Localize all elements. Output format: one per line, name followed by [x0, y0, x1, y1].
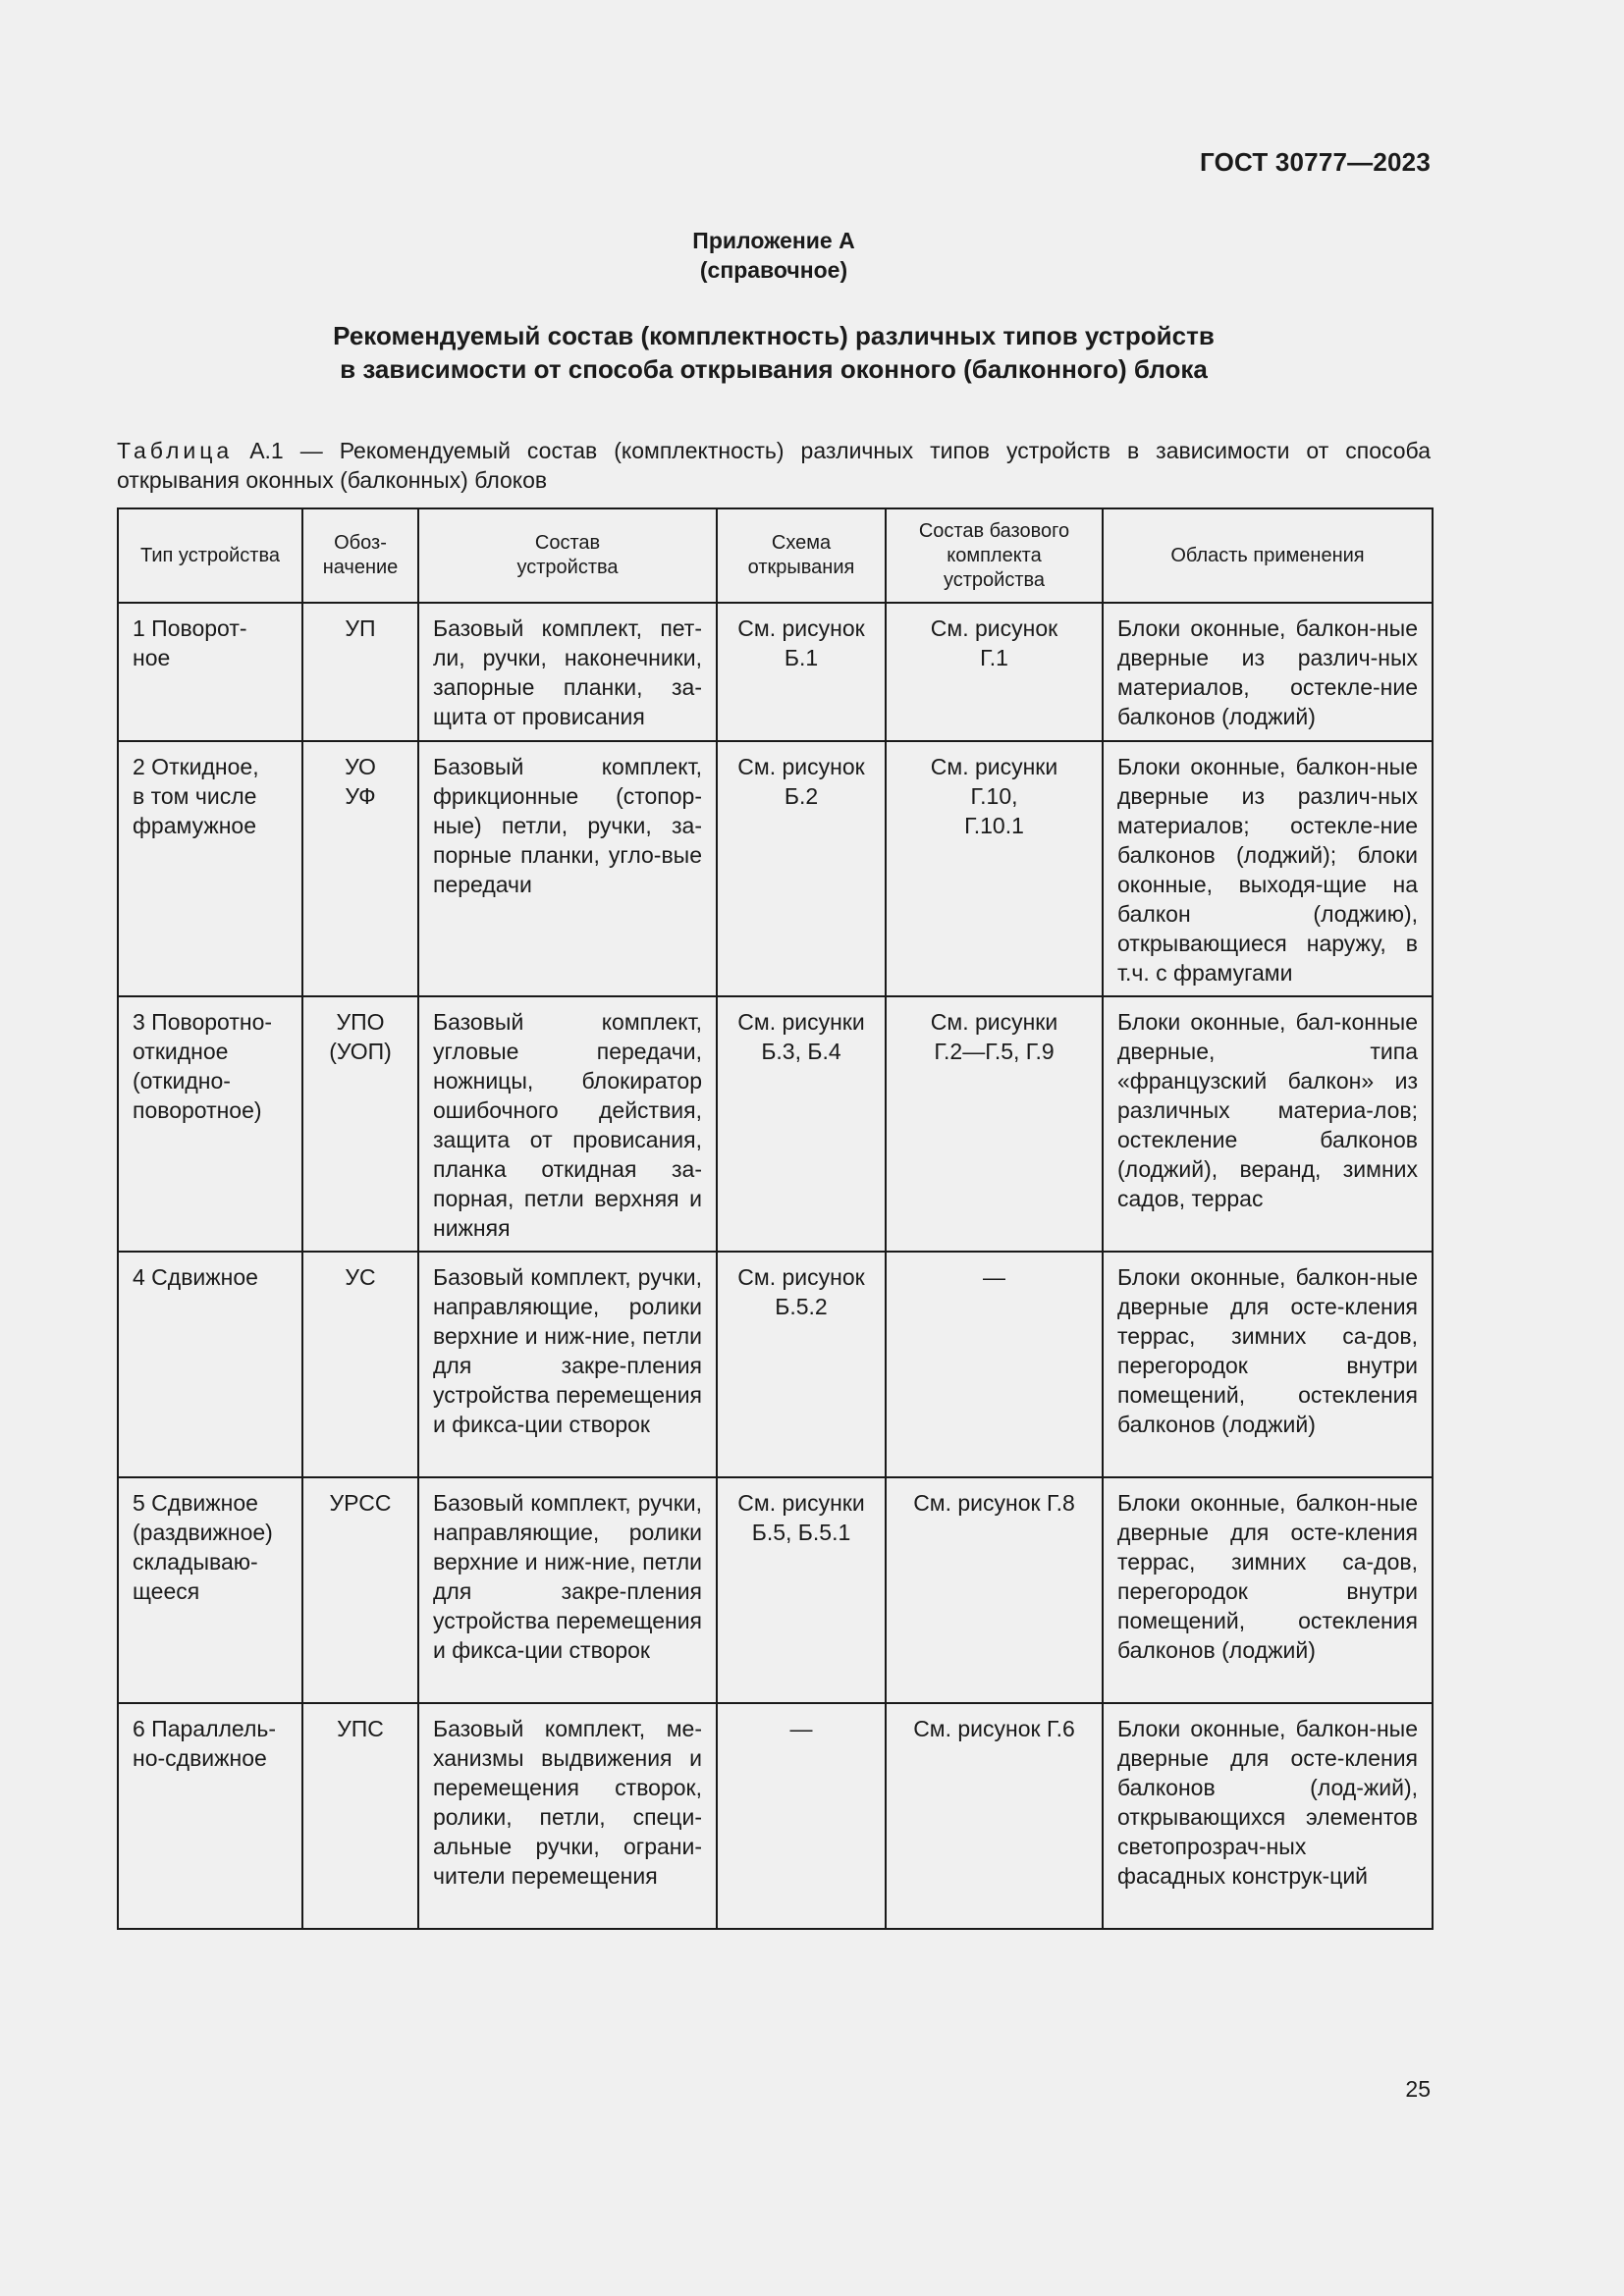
- cell-base-kit: См. рисунок Г.8: [886, 1477, 1103, 1703]
- document-code: ГОСТ 30777—2023: [1200, 147, 1431, 177]
- cell-composition: Базовый комплект, пет-ли, ручки, наконечники, запорные планки, за-щита от провисания: [418, 603, 717, 741]
- device-composition-table: [117, 507, 1434, 1930]
- cell-device-type: 4 Сдвижное: [118, 1252, 302, 1477]
- cell-application-area: Блоки оконные, балкон-ные дверные из различ-ных материалов, остекле-ние балконов (лоджий): [1103, 603, 1433, 741]
- cell-base-kit: См. рисунки Г.10, Г.10.1: [886, 741, 1103, 996]
- cell-opening-scheme: См. рисунок Б.2: [717, 741, 886, 996]
- cell-base-kit: См. рисунки Г.2—Г.5, Г.9: [886, 996, 1103, 1252]
- appendix-title-block: [0, 226, 1547, 285]
- cell-application-area: Блоки оконные, балкон-ные дверные для осте-кления террас, зимних са-дов, перегородок внутри помещений, остекления балконов (лоджий): [1103, 1252, 1433, 1477]
- header-opening-scheme: Схема открывания: [717, 508, 886, 603]
- cell-opening-scheme: См. рисунок Б.1: [717, 603, 886, 741]
- table-row: [118, 603, 1433, 741]
- cell-opening-scheme: См. рисунки Б.3, Б.4: [717, 996, 886, 1252]
- cell-composition: Базовый комплект, угловые передачи, ножницы, блокиратор ошибочного действия, защита от провисания, планка откидная за-порная, петли верхняя и нижняя: [418, 996, 717, 1252]
- cell-device-type: 5 Сдвижное (раздвижное) складываю- щееся: [118, 1477, 302, 1703]
- cell-application-area: Блоки оконные, балкон-ные дверные из различ-ных материалов; остекле-ние балконов (лоджий); блоки оконные, выходя-щие на балкон (лоджию), открывающиеся наружу, в т.ч. с фрамугами: [1103, 741, 1433, 996]
- cell-designation: УПС: [302, 1703, 418, 1929]
- cell-opening-scheme: —: [717, 1703, 886, 1929]
- cell-composition: Базовый комплект, ме-ханизмы выдвижения и перемещения створок, ролики, петли, специ-альные ручки, ограни-чители перемещения: [418, 1703, 717, 1929]
- table-row: [118, 1477, 1433, 1703]
- appendix-subtitle: (справочное): [699, 257, 848, 283]
- heading-line-2: в зависимости от способа открывания оконного (балконного) блока: [340, 354, 1208, 384]
- table-header-row: [118, 508, 1433, 603]
- cell-designation: УРСС: [302, 1477, 418, 1703]
- cell-application-area: Блоки оконные, бал-конные дверные, типа «французский балкон» из различных материа-лов; остекление балконов (лоджий), веранд, зимних садов, террас: [1103, 996, 1433, 1252]
- cell-composition: Базовый комплект, ручки, направляющие, ролики верхние и ниж-ние, петли для закре-пления устройства перемещения и фикса-ции створок: [418, 1252, 717, 1477]
- cell-base-kit: См. рисунок Г.1: [886, 603, 1103, 741]
- table-caption-prefix: Таблица: [117, 438, 234, 463]
- cell-designation: УС: [302, 1252, 418, 1477]
- cell-designation: УПО (УОП): [302, 996, 418, 1252]
- cell-application-area: Блоки оконные, балкон-ные дверные для осте-кления террас, зимних са-дов, перегородок внутри помещений, остекления балконов (лоджий): [1103, 1477, 1433, 1703]
- section-heading: [0, 319, 1547, 386]
- cell-composition: Базовый комплект, фрикционные (стопор-ные) петли, ручки, за-порные планки, угло-вые передачи: [418, 741, 717, 996]
- cell-device-type: 1 Поворот- ное: [118, 603, 302, 741]
- header-designation: Обоз- начение: [302, 508, 418, 603]
- heading-line-1: Рекомендуемый состав (комплектность) различных типов устройств: [333, 321, 1215, 350]
- cell-composition: Базовый комплект, ручки, направляющие, ролики верхние и ниж-ние, петли для закре-пления устройства перемещения и фикса-ции створок: [418, 1477, 717, 1703]
- table-row: [118, 1252, 1433, 1477]
- cell-opening-scheme: См. рисунки Б.5, Б.5.1: [717, 1477, 886, 1703]
- cell-base-kit: —: [886, 1252, 1103, 1477]
- table-caption: [117, 436, 1431, 495]
- cell-designation: УО УФ: [302, 741, 418, 996]
- cell-device-type: 2 Откидное, в том числе фрамужное: [118, 741, 302, 996]
- header-device-type: Тип устройства: [118, 508, 302, 603]
- table-caption-text: А.1 — Рекомендуемый состав (комплектность) различных типов устройств в зависимости от способа открывания оконных (балконных) блоков: [117, 438, 1431, 493]
- page-number: 25: [1405, 2076, 1431, 2102]
- cell-base-kit: См. рисунок Г.6: [886, 1703, 1103, 1929]
- table-row: [118, 1703, 1433, 1929]
- cell-device-type: 6 Параллель- но-сдвижное: [118, 1703, 302, 1929]
- cell-opening-scheme: См. рисунок Б.5.2: [717, 1252, 886, 1477]
- header-application-area: Область применения: [1103, 508, 1433, 603]
- cell-device-type: 3 Поворотно- откидное (откидно- поворотное): [118, 996, 302, 1252]
- table-row: [118, 741, 1433, 996]
- header-base-kit: Состав базового комплекта устройства: [886, 508, 1103, 603]
- cell-designation: УП: [302, 603, 418, 741]
- cell-application-area: Блоки оконные, балкон-ные дверные для осте-кления балконов (лод-жий), открывающихся элементов светопрозрач-ных фасадных конструк-ций: [1103, 1703, 1433, 1929]
- appendix-title: Приложение А: [692, 228, 855, 253]
- header-composition: Состав устройства: [418, 508, 717, 603]
- table-row: [118, 996, 1433, 1252]
